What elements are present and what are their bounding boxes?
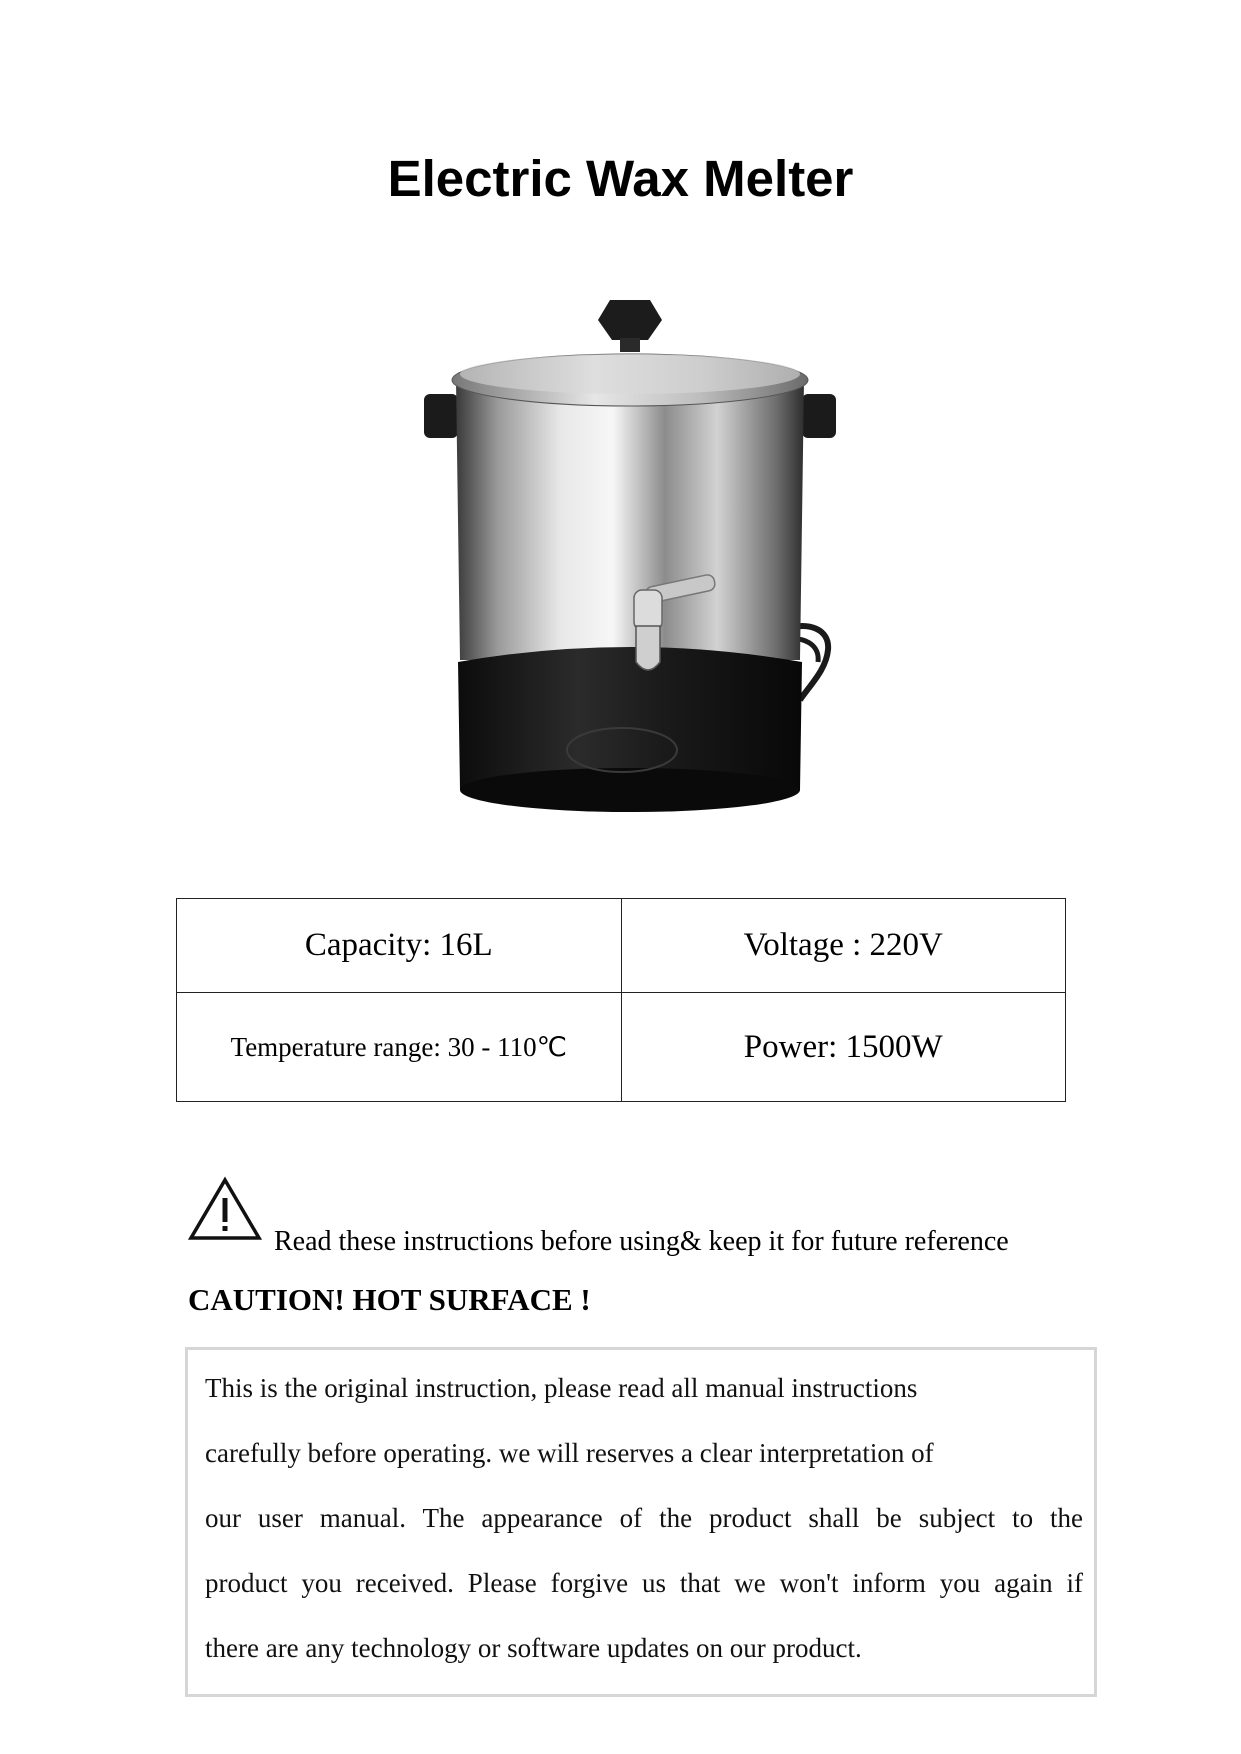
warning-triangle-icon xyxy=(188,1176,262,1242)
specifications-table xyxy=(176,898,1066,1102)
instruction-line: This is the original instruction, please read all manual instructions xyxy=(205,1373,918,1403)
voltage-cell: Voltage : 220V xyxy=(621,899,1066,993)
instruction-line: product you received. Please forgive us that we won't inform you again if xyxy=(205,1568,1083,1598)
caution-heading: CAUTION! HOT SURFACE ! xyxy=(188,1282,591,1317)
power-cell: Power: 1500W xyxy=(621,993,1066,1102)
wax-melter-pot-image xyxy=(410,290,850,830)
read-instructions-text: Read these instructions before using& keep it for future reference xyxy=(274,1226,1009,1257)
instruction-line: there are any technology or software updates on our product. xyxy=(205,1633,862,1663)
instruction-notice-box xyxy=(185,1347,1097,1697)
capacity-cell: Capacity: 16L xyxy=(177,899,622,993)
instruction-line: carefully before operating. we will reserves a clear interpretation of xyxy=(205,1438,934,1468)
page-title: Electric Wax Melter xyxy=(387,150,854,207)
temperature-cell: Temperature range: 30 - 110℃ xyxy=(177,993,622,1102)
instruction-line: our user manual. The appearance of the product shall be subject to the xyxy=(205,1503,1083,1533)
